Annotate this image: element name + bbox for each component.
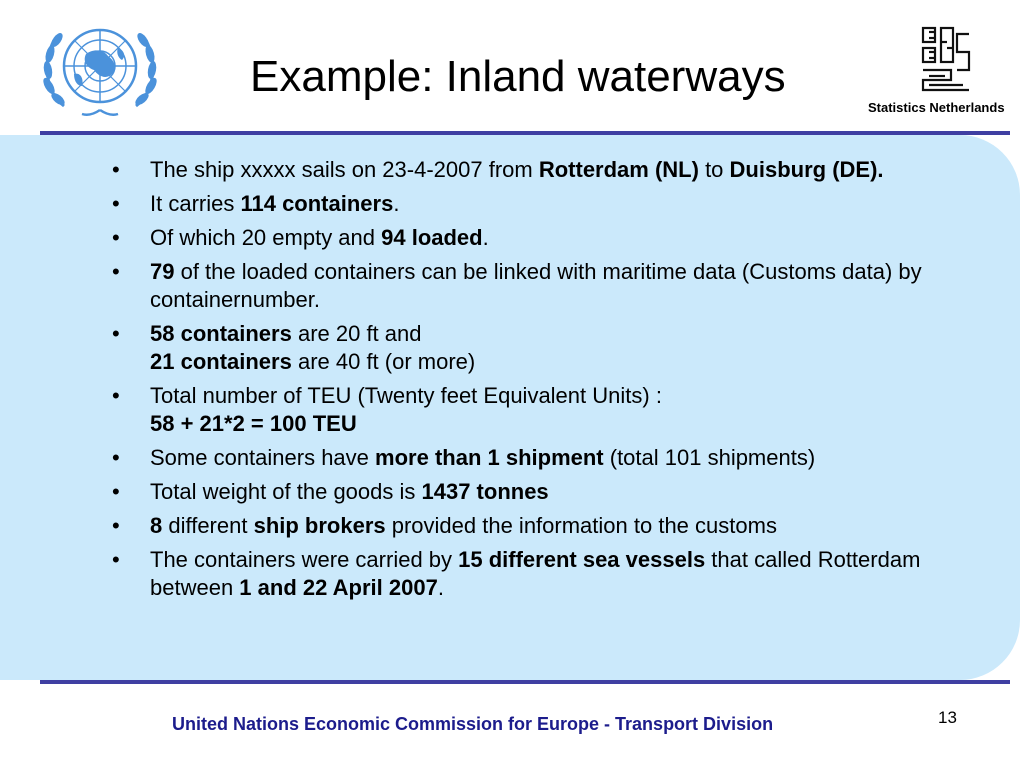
list-item (112, 224, 952, 252)
bullet-text: . (393, 191, 400, 216)
bullet-text: provided the information to the customs (385, 513, 777, 538)
bullet-bold: 58 + 21*2 = 100 TEU (150, 411, 357, 436)
bullet-text: Total weight of the goods is (150, 479, 422, 504)
list-item (112, 190, 952, 218)
bullet-bold: 94 loaded (381, 225, 483, 250)
bullet-text: to (698, 157, 730, 182)
cbs-logo-icon (920, 26, 972, 94)
bullet-text: of the loaded containers can be linked with maritime data (Customs data) by containernumber. (150, 259, 922, 312)
bullet-text: that called Rotterdam between (150, 547, 921, 600)
bullet-bold: 21 containers (150, 349, 292, 374)
bullet-text: (total 101 shipments) (603, 445, 816, 470)
list-item (112, 512, 952, 540)
bullet-bold: more than 1 shipment (375, 445, 604, 470)
footer-text: United Nations Economic Commission for Europe - Transport Division (172, 714, 774, 734)
bullet-bold: 1437 tonnes (421, 479, 549, 504)
bullet-text: Some containers have (150, 445, 376, 470)
bullet-text: Of which 20 empty and (150, 225, 382, 250)
bullet-text: Total number of TEU (Twenty feet Equivalent Units) : (150, 383, 662, 408)
bullet-text: It carries (150, 191, 241, 216)
bullet-text: . (482, 225, 489, 250)
bullet-bold: Duisburg (DE). (729, 157, 884, 182)
bullet-bold: 15 different sea vessels (458, 547, 706, 572)
bullet-text: are 40 ft (or more) (291, 349, 476, 374)
bullet-bold: 58 containers (150, 321, 292, 346)
bullet-text: The containers were carried by (150, 547, 459, 572)
slide-title: Example: Inland waterways (250, 52, 786, 101)
list-item (112, 258, 952, 314)
bullet-bold: 79 (150, 259, 175, 284)
list-item (112, 546, 952, 602)
bullet-text: . (437, 575, 444, 600)
bullet-list (112, 156, 952, 608)
bullet-text: are 20 ft and (291, 321, 422, 346)
bullet-text: The ship xxxxx sails on 23-4-2007 from (150, 157, 539, 182)
bullet-bold: 8 (150, 513, 163, 538)
bullet-bold: 114 containers (240, 191, 394, 216)
list-item (112, 478, 952, 506)
footer-divider (40, 680, 1010, 684)
bullet-text: different (162, 513, 254, 538)
page-number: 13 (938, 708, 957, 727)
list-item (112, 320, 952, 376)
list-item (112, 382, 952, 438)
list-item (112, 444, 952, 472)
list-item (112, 156, 952, 184)
un-emblem-icon (40, 14, 160, 120)
org-name: Statistics Netherlands (868, 100, 1005, 115)
bullet-bold: Rotterdam (NL) (538, 157, 699, 182)
bullet-bold: 1 and 22 April 2007 (239, 575, 438, 600)
bullet-bold: ship brokers (253, 513, 386, 538)
